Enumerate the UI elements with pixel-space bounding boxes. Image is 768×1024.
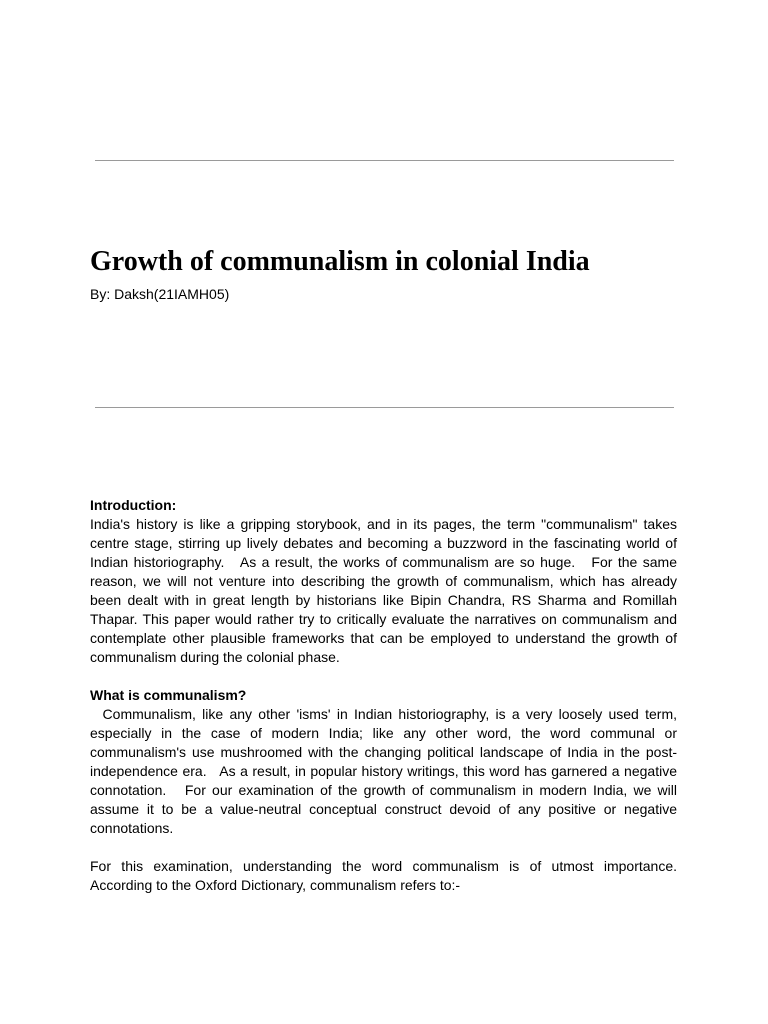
- what-is-communalism-paragraph: Communalism, like any other 'isms' in Indian historiography, is a very loosely used term, especially in the case of modern India; like any other word, the word communal or communalism's use mushroomed with the changing political landscape of India in the post-independence era. As a result, in popular history writings, this word has garnered a negative connotation. For our examination of the growth of communalism in modern India, we will assume it to be a value-neutral conceptual construct devoid of any positive or negative connotations.: [90, 706, 681, 836]
- examination-paragraph: For this examination, understanding the word communalism is of utmost importance. According to the Oxford Dictionary, communalism refers to:-: [90, 858, 681, 893]
- paragraph-spacer: [90, 667, 677, 686]
- document-title: Growth of communalism in colonial India: [90, 246, 590, 277]
- middle-divider: [95, 407, 674, 408]
- author-byline: By: Daksh(21IAMH05): [90, 286, 230, 302]
- top-divider: [95, 160, 674, 161]
- paragraph-spacer: [90, 838, 677, 857]
- introduction-paragraph: India's history is like a gripping storybook, and in its pages, the term "communalism" takes centre stage, stirring up lively debates and becoming a buzzword in the fascinating world of Indian historiography. As a result, the works of communalism are so huge. For the same reason, we will not venture into describing the growth of communalism, which has already been dealt with in great length by historians like Bipin Chandra, RS Sharma and Romillah Thapar. This paper would rather try to critically evaluate the narratives on communalism and contemplate other plausible frameworks that can be employed to understand the growth of communalism during the colonial phase.: [90, 516, 681, 665]
- what-is-communalism-heading: What is communalism?: [90, 687, 247, 703]
- introduction-heading: Introduction:: [90, 497, 177, 513]
- document-body: [90, 496, 681, 895]
